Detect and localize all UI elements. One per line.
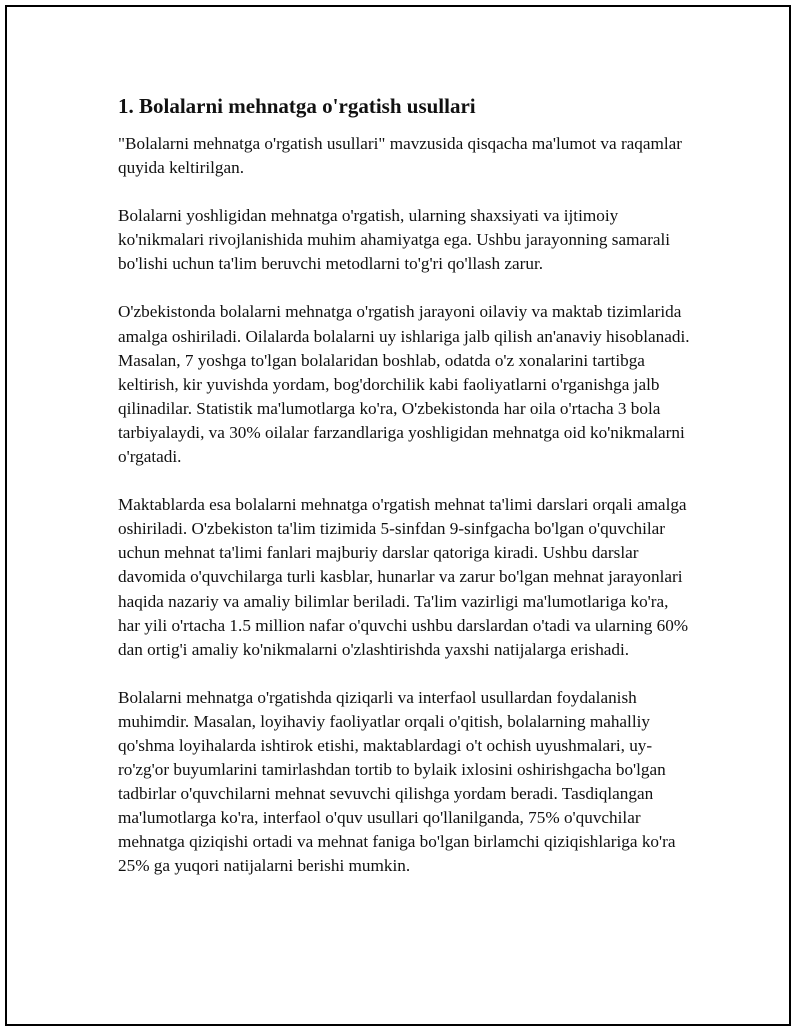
paragraph-methods: Bolalarni mehnatga o'rgatishda qiziqarli va interfaol usullardan foydalanish muhimdir. Masalan, loyihaviy faoliyatlar orqali o'qitish, bolalarning mahalliy qo'shma loyihalarda ishtirok etishi, maktablardagi o't ochish uyushmalari, uy-ro'zg'or buyumlarini tamirlashdan tortib to bylaik ixlosini oshirishgacha bo'lgan tadbirlar o'quvchilarni mehnat sevuvchi qilishga yordam beradi. Tasdiqlangan ma'lumotlarga ko'ra, interfaol o'quv usullari qo'llanilganda, 75% o'quvchilar mehnatga qiziqishi ortadi va mehnat faniga bo'lgan birlamchi qiziqishlariga ko'ra 25% ga yuqori natijalarni berishi mumkin. <box>118 687 676 876</box>
paragraph-schools: Maktablarda esa bolalarni mehnatga o'rgatish mehnat ta'limi darslari orqali amalga oshiriladi. O'zbekiston ta'lim tizimida 5-sinfdan 9-sinfgacha bo'lgan o'quvchilar uchun mehnat ta'limi fanlari majburiy darslar qatoriga kiradi. Ushbu darslar davomida o'quvchilarga turli kasblar, hunarlar va zarur bo'lgan mehnat jarayonlari haqida nazariy va amaliy bilimlar beriladi. Ta'lim vazirligi ma'lumotlariga ko'ra, har yili o'rtacha 1.5 million nafar o'quvchi ushbu darslardan o'tadi va ularning 60% dan ortig'i amaliy ko'nikmalarni o'zlashtirishda yaxshi natijalarga erishadi. <box>118 495 689 659</box>
document-body <box>118 92 690 903</box>
paragraph-importance: Bolalarni yoshligidan mehnatga o'rgatish, ularning shaxsiyati va ijtimoiy ko'nikmalari rivojlanishida muhim ahamiyatga ega. Ushbu jarayonning samarali bo'lishi uchun ta'lim beruvchi metodlarni to'g'ri qo'llash zarur. <box>118 206 670 274</box>
section-title: 1. Bolalarni mehnatga o'rgatish usullari <box>118 94 476 118</box>
paragraph-intro: "Bolalarni mehnatga o'rgatish usullari" mavzusida qisqacha ma'lumot va raqamlar quyida keltirilgan. <box>118 134 683 178</box>
paragraph-family: O'zbekistonda bolalarni mehnatga o'rgatish jarayoni oilaviy va maktab tizimlarida amalga oshiriladi. Oilalarda bolalarni uy ishlariga jalb qilish an'anaviy hisoblanadi. Masalan, 7 yoshga to'lgan bolalaridan boshlab, odatda o'z xonalarini tartibga keltirish, kir yuvishda yordam, bog'dorchilik kabi faoliyatlarni o'rganishga jalb qilinadilar. Statistik ma'lumotlarga ko'ra, O'zbekistonda har oila o'rtacha 3 bola tarbiyalaydi, va 30% oilalar farzandlariga yoshligidan mehnatga oid ko'nikmalarni o'rgatadi. <box>118 302 690 467</box>
